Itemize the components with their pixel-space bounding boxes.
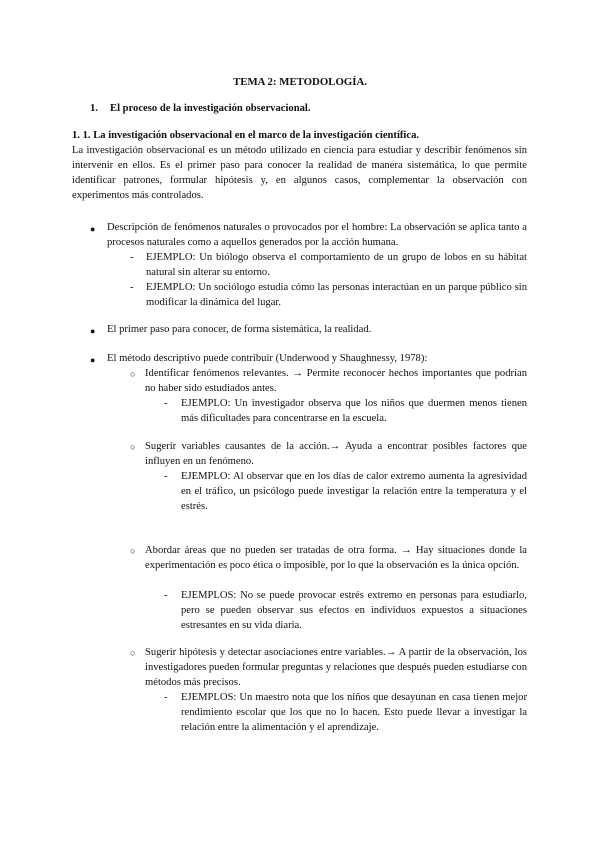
dash-marker: - [130, 252, 134, 263]
subitem-text: Sugerir hipótesis y detectar asociaciones entre variables.→ A partir de la observación, los investigadores pueden formular preguntas y relaciones que después pueden estudiarse con métodos más precisos. [145, 647, 527, 688]
section-number: 1. [90, 103, 98, 114]
circle-marker: ○ [130, 648, 136, 658]
subsection-heading: 1. 1. La investigación observacional en el marco de la investigación científica. [72, 130, 420, 141]
dash-marker: - [164, 590, 168, 601]
circle-marker: ○ [130, 369, 136, 379]
bullet-text: El primer paso para conocer, de forma sistemática, la realidad. [107, 324, 372, 335]
bullet-marker: ● [90, 355, 96, 365]
subitem-text: Sugerir variables causantes de la acción.→ Ayuda a encontrar posibles factores que influyen en un fenómeno. [145, 441, 527, 467]
section-label: El proceso de la investigación observacional. [110, 103, 311, 114]
section-heading [90, 101, 311, 116]
circle-marker: ○ [130, 546, 136, 556]
dash-marker: - [164, 471, 168, 482]
example-text: EJEMPLOS: Un maestro nota que los niños que desayunan en casa tienen mejor rendimiento escolar que los que no lo hacen. Esto puede llevar a investigar la relación entre la alimentación y el aprendizaje. [181, 692, 527, 733]
bullet-marker: ● [90, 326, 96, 336]
dash-marker: - [164, 692, 168, 703]
subitem-text: Abordar áreas que no pueden ser tratadas de otra forma. → Hay situaciones donde la experimentación es poco ética o imposible, por lo que la observación es la única opción. [145, 545, 527, 571]
dash-marker: - [130, 282, 134, 293]
bullet-text: El método descriptivo puede contribuir (Underwood y Shaughnessy, 1978): [107, 353, 428, 364]
circle-marker: ○ [130, 442, 136, 452]
example-text: EJEMPLO: Un sociólogo estudia cómo las personas interactúan en un parque público sin modificar la dinámica del lugar. [146, 282, 527, 308]
example-text: EJEMPLO: Al observar que en los días de calor extremo aumenta la agresividad en el tráfico, un psicólogo puede investigar la relación entre la temperatura y el estrés. [181, 471, 527, 512]
dash-marker: - [164, 398, 168, 409]
subitem-text: Identificar fenómenos relevantes. → Permite reconocer hechos importantes que podrían no haber sido estudiados antes. [145, 368, 527, 394]
example-text: EJEMPLO: Un biólogo observa el comportamiento de un grupo de lobos en su hábitat natural sin alterar su entorno. [146, 252, 527, 278]
example-text: EJEMPLO: Un investigador observa que los niños que duermen menos tienen más dificultades para concentrarse en la escuela. [181, 398, 527, 424]
intro-paragraph: La investigación observacional es un método utilizado en ciencia para estudiar y describir fenómenos sin intervenir en ellos. Es el primer paso para conocer la realidad de manera sistemática, lo que permite identificar patrones, formular hipótesis y, en algunos casos, complementar la observación con experimentos más controlados. [72, 145, 527, 201]
bullet-text: Descripción de fenómenos naturales o provocados por el hombre: La observación se aplica tanto a procesos naturales como a aquellos generados por la acción humana. [107, 222, 527, 248]
example-text: EJEMPLOS: No se puede provocar estrés extremo en personas para estudiarlo, pero se pueden observar sus efectos en individuos expuestos a situaciones estresantes en su vida diaria. [181, 590, 527, 631]
bullet-marker: ● [90, 224, 96, 234]
page-title: TEMA 2: METODOLOGÍA. [233, 76, 367, 88]
